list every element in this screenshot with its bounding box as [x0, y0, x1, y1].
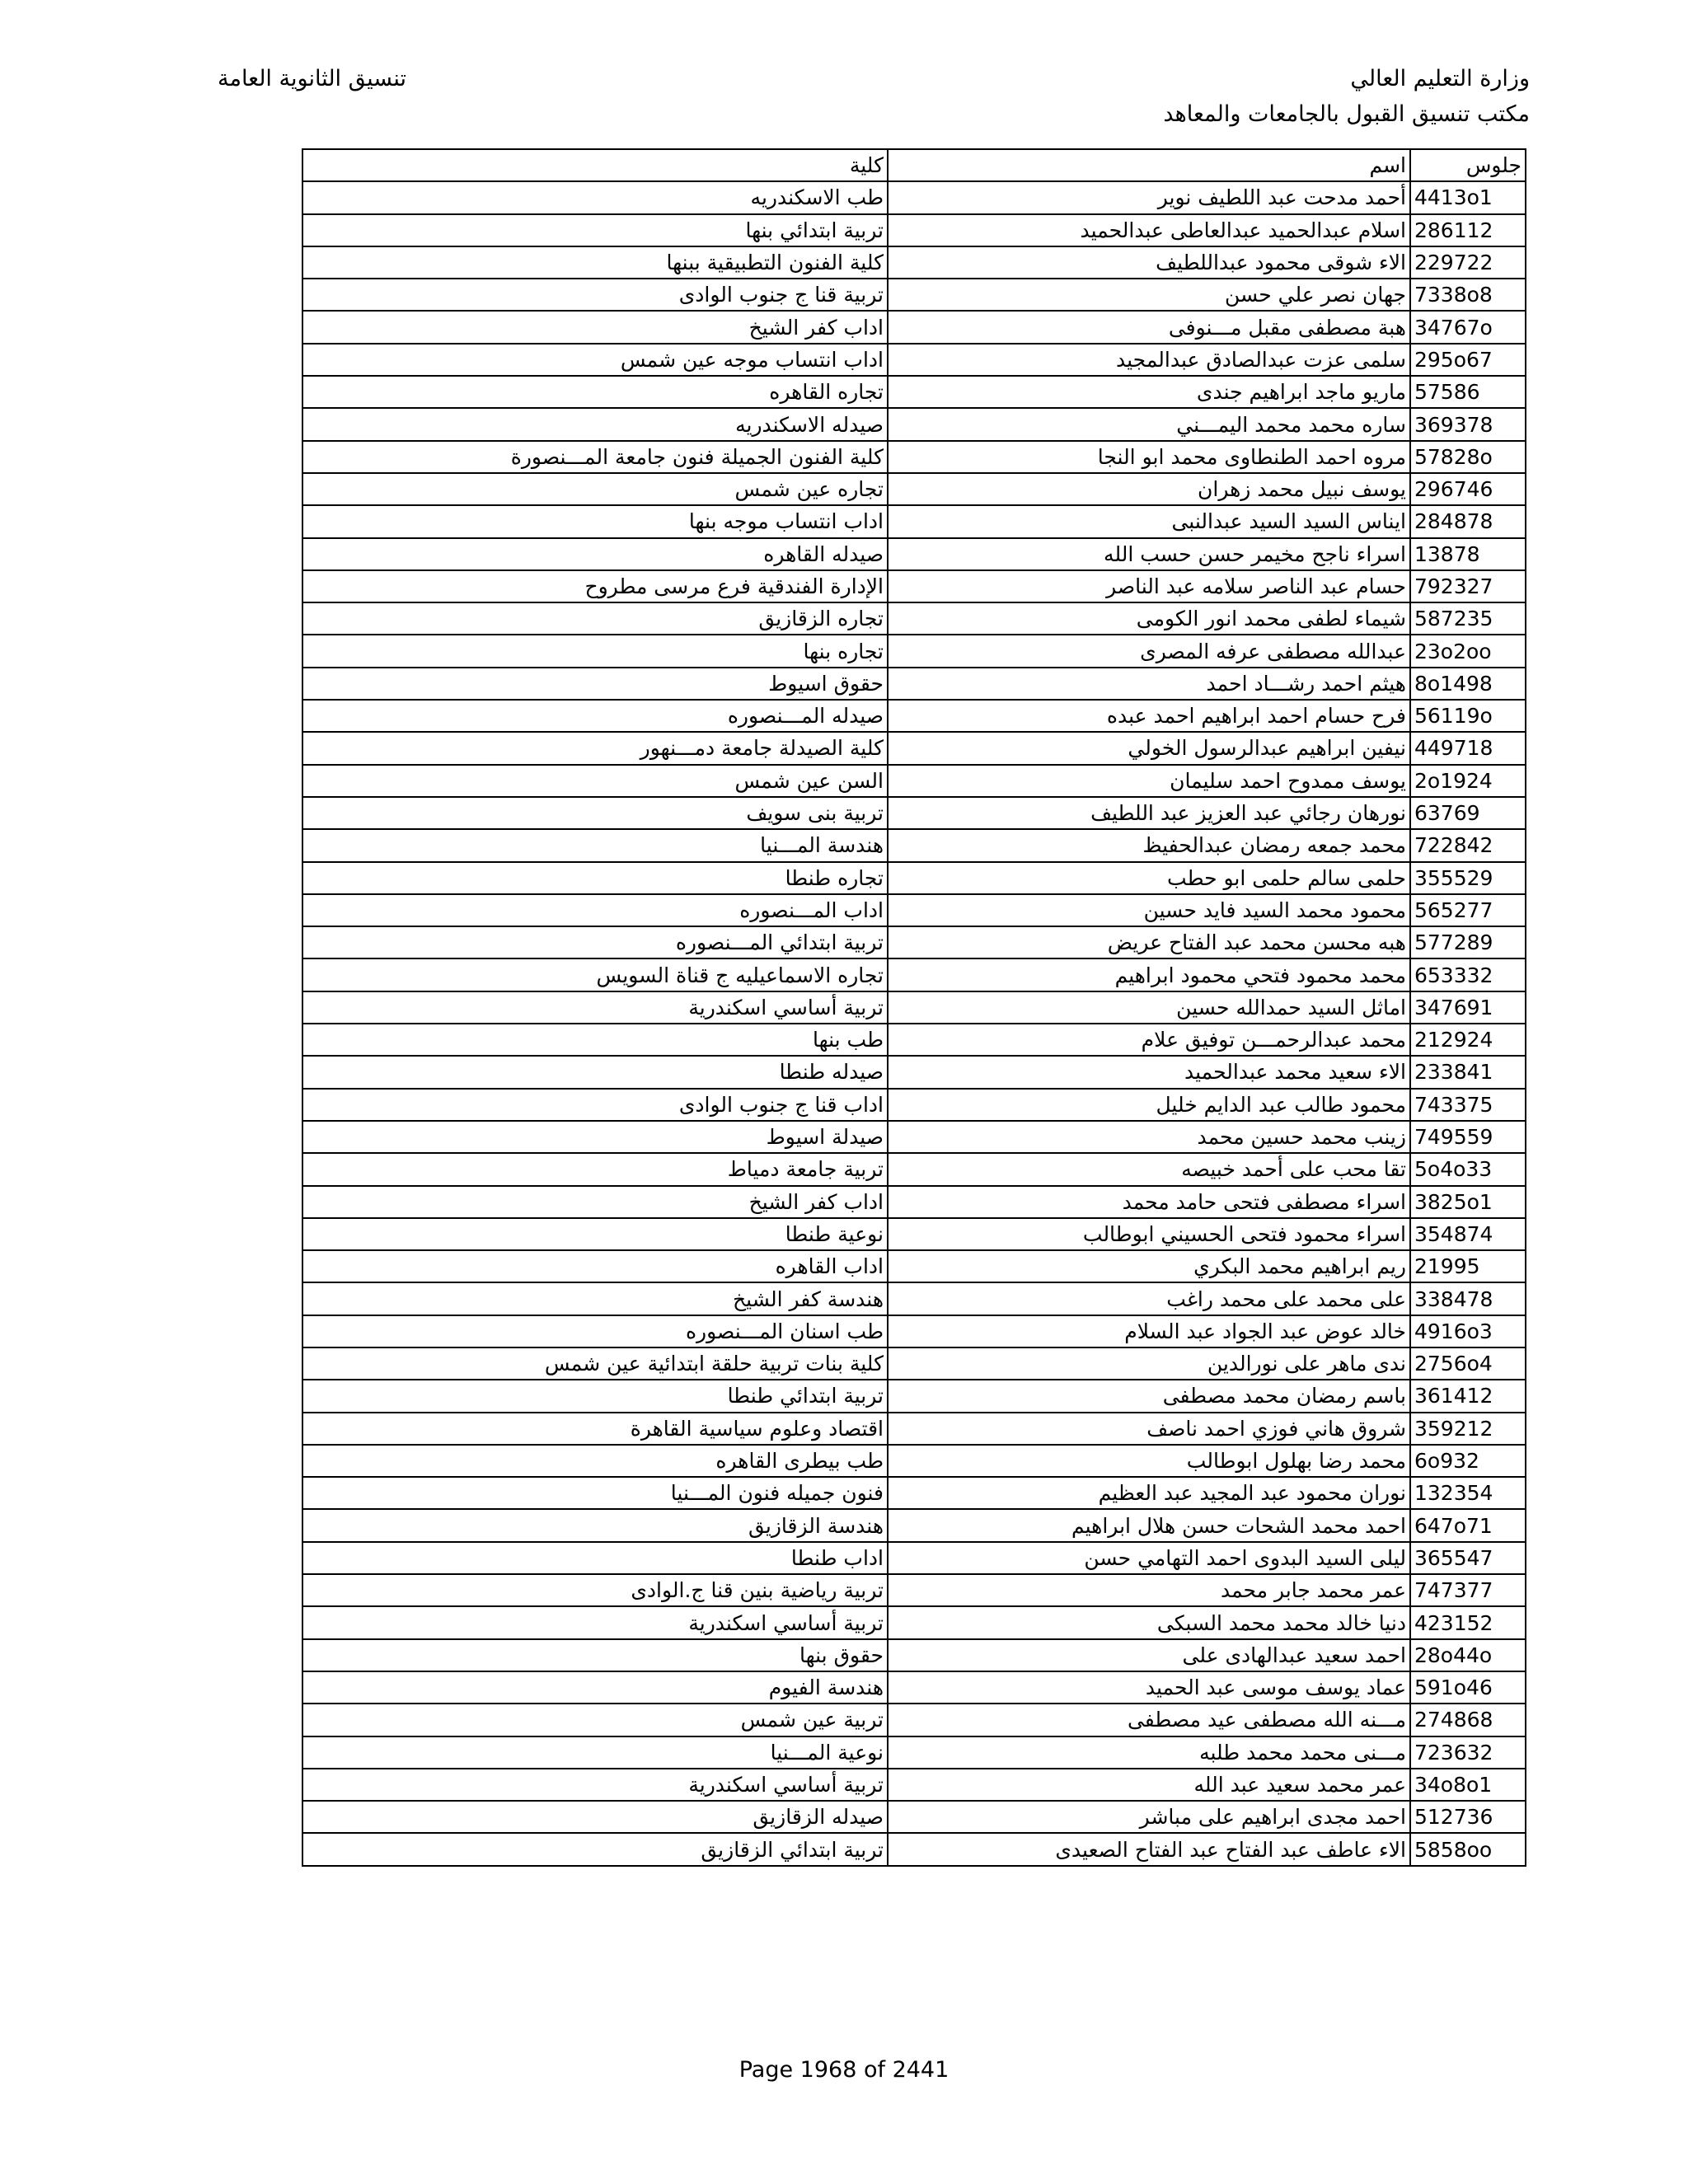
college-cell: طب اسنان المـــنصوره — [302, 1315, 888, 1347]
seat-cell: 34o8o1 — [1410, 1769, 1526, 1801]
seat-cell: 722842 — [1410, 829, 1526, 861]
college-cell: تربية ابتدائي المـــنصوره — [302, 926, 888, 958]
seat-cell: 63769 — [1410, 797, 1526, 829]
office-name: مكتب تنسيق القبول بالجامعات والمعاهد — [1163, 101, 1530, 127]
name-cell: محمد عبدالرحمـــن توفيق علام — [888, 1024, 1410, 1056]
table-row — [302, 1704, 1526, 1736]
name-cell: هبة مصطفى مقبل مـــنوفى — [888, 311, 1410, 343]
name-cell: هبه محسن محمد عبد الفتاح عريض — [888, 926, 1410, 958]
seat-cell: 57586 — [1410, 376, 1526, 408]
name-cell: نوران محمود عبد المجيد عبد العظيم — [888, 1477, 1410, 1509]
column-header-name: اسم — [888, 149, 1410, 181]
table-row — [302, 1380, 1526, 1412]
name-cell: دنيا خالد محمد محمد السبكى — [888, 1606, 1410, 1638]
table-row — [302, 668, 1526, 700]
name-cell: مروه احمد الطنطاوى محمد ابو النجا — [888, 441, 1410, 473]
ministry-name: وزارة التعليم العالي — [1350, 66, 1530, 91]
college-cell: حقوق اسيوط — [302, 668, 888, 700]
college-cell: تربية أساسي اسكندرية — [302, 1769, 888, 1801]
seat-cell: 7338o8 — [1410, 279, 1526, 311]
college-cell: صيدله الاسكندريه — [302, 408, 888, 440]
name-cell: زينب محمد حسين محمد — [888, 1121, 1410, 1153]
results-table-container — [302, 148, 1525, 1867]
table-row — [302, 1509, 1526, 1541]
document-title: تنسيق الثانوية العامة — [218, 66, 407, 91]
seat-cell: 229722 — [1410, 246, 1526, 279]
name-cell: جهان نصر علي حسن — [888, 279, 1410, 311]
name-cell: الاء شوقى محمود عبداللطيف — [888, 246, 1410, 279]
seat-cell: 577289 — [1410, 926, 1526, 958]
name-cell: شروق هاني فوزي احمد ناصف — [888, 1413, 1410, 1445]
table-row — [302, 1606, 1526, 1638]
seat-cell: 6o932 — [1410, 1445, 1526, 1477]
name-cell: شيماء لطفى محمد انور الكومى — [888, 602, 1410, 635]
college-cell: تجاره بنها — [302, 635, 888, 667]
college-cell: تجاره الزقازيق — [302, 602, 888, 635]
college-cell: تجاره عين شمس — [302, 473, 888, 505]
name-cell: يوسف نبيل محمد زهران — [888, 473, 1410, 505]
college-cell: تربية ابتدائي طنطا — [302, 1380, 888, 1412]
seat-cell: 132354 — [1410, 1477, 1526, 1509]
name-cell: اماثل السيد حمدالله حسين — [888, 991, 1410, 1024]
name-cell: محمد جمعه رمضان عبدالحفيظ — [888, 829, 1410, 861]
college-cell: اداب القاهره — [302, 1250, 888, 1282]
college-cell: كلية بنات تربية حلقة ابتدائية عين شمس — [302, 1347, 888, 1380]
college-cell: نوعية طنطا — [302, 1218, 888, 1250]
name-cell: أحمد مدحت عبد اللطيف نوير — [888, 181, 1410, 213]
name-cell: الاء سعيد محمد عبدالحميد — [888, 1056, 1410, 1088]
seat-cell: 653332 — [1410, 958, 1526, 991]
table-row — [302, 214, 1526, 246]
name-cell: ماريو ماجد ابراهيم جندى — [888, 376, 1410, 408]
name-cell: اسراء محمود فتحى الحسيني ابوطالب — [888, 1218, 1410, 1250]
seat-cell: 365547 — [1410, 1542, 1526, 1574]
name-cell: عماد يوسف موسى عبد الحميد — [888, 1671, 1410, 1704]
college-cell: صيدلة اسيوط — [302, 1121, 888, 1153]
college-cell: اداب انتساب موجه بنها — [302, 505, 888, 537]
name-cell: اسلام عبدالحميد عبدالعاطى عبدالحميد — [888, 214, 1410, 246]
name-cell: عمر محمد جابر محمد — [888, 1574, 1410, 1606]
seat-cell: 747377 — [1410, 1574, 1526, 1606]
seat-cell: 4916o3 — [1410, 1315, 1526, 1347]
table-row — [302, 473, 1526, 505]
name-cell: محمد رضا بهلول ابوطالب — [888, 1445, 1410, 1477]
table-row — [302, 958, 1526, 991]
name-cell: مـــنه الله مصطفى عيد مصطفى — [888, 1704, 1410, 1736]
name-cell: ليلى السيد البدوى احمد التهامي حسن — [888, 1542, 1410, 1574]
seat-cell: 647o71 — [1410, 1509, 1526, 1541]
seat-cell: 565277 — [1410, 894, 1526, 926]
seat-cell: 449718 — [1410, 732, 1526, 764]
table-row — [302, 1477, 1526, 1509]
table-row — [302, 1056, 1526, 1088]
table-row — [302, 602, 1526, 635]
name-cell: عبدالله مصطفى عرفه المصرى — [888, 635, 1410, 667]
table-row — [302, 1413, 1526, 1445]
college-cell: طب الاسكندريه — [302, 181, 888, 213]
name-cell: محمود طالب عبد الدايم خليل — [888, 1089, 1410, 1121]
seat-cell: 723632 — [1410, 1736, 1526, 1769]
college-cell: هندسة الزقازيق — [302, 1509, 888, 1541]
college-cell: صيدله الزقازيق — [302, 1801, 888, 1833]
table-row — [302, 1542, 1526, 1574]
table-row — [302, 1639, 1526, 1671]
college-cell: فنون جميله فنون المـــنيا — [302, 1477, 888, 1509]
seat-cell: 295o67 — [1410, 344, 1526, 376]
seat-cell: 23o2oo — [1410, 635, 1526, 667]
college-cell: السن عين شمس — [302, 765, 888, 797]
seat-cell: 354874 — [1410, 1218, 1526, 1250]
college-cell: كلية الفنون الجميلة فنون جامعة المـــنصورة — [302, 441, 888, 473]
seat-cell: 359212 — [1410, 1413, 1526, 1445]
seat-cell: 274868 — [1410, 1704, 1526, 1736]
seat-cell: 56119o — [1410, 700, 1526, 732]
table-row — [302, 538, 1526, 570]
college-cell: هندسة كفر الشيخ — [302, 1282, 888, 1315]
table-row — [302, 1282, 1526, 1315]
table-row — [302, 279, 1526, 311]
seat-cell: 338478 — [1410, 1282, 1526, 1315]
table-row — [302, 311, 1526, 343]
table-body — [302, 181, 1526, 1865]
table-row — [302, 344, 1526, 376]
college-cell: طب بنها — [302, 1024, 888, 1056]
table-row — [302, 1186, 1526, 1218]
table-row — [302, 765, 1526, 797]
table-row — [302, 1736, 1526, 1769]
table-row — [302, 700, 1526, 732]
seat-cell: 28o44o — [1410, 1639, 1526, 1671]
name-cell: ندى ماهر على نورالدين — [888, 1347, 1410, 1380]
table-row — [302, 1121, 1526, 1153]
seat-cell: 361412 — [1410, 1380, 1526, 1412]
table-row — [302, 570, 1526, 602]
seat-cell: 8o1498 — [1410, 668, 1526, 700]
college-cell: تجاره الاسماعيليه ج قناة السويس — [302, 958, 888, 991]
seat-cell: 743375 — [1410, 1089, 1526, 1121]
seat-cell: 3825o1 — [1410, 1186, 1526, 1218]
table-row — [302, 732, 1526, 764]
seat-cell: 591o46 — [1410, 1671, 1526, 1704]
college-cell: تجاره القاهره — [302, 376, 888, 408]
college-cell: اداب المـــنصوره — [302, 894, 888, 926]
name-cell: ريم ابراهيم محمد البكري — [888, 1250, 1410, 1282]
table-row — [302, 635, 1526, 667]
seat-cell: 212924 — [1410, 1024, 1526, 1056]
name-cell: احمد مجدى ابراهيم على مباشر — [888, 1801, 1410, 1833]
table-row — [302, 505, 1526, 537]
seat-cell: 13878 — [1410, 538, 1526, 570]
seat-cell: 749559 — [1410, 1121, 1526, 1153]
table-row — [302, 376, 1526, 408]
seat-cell: 5o4o33 — [1410, 1153, 1526, 1185]
college-cell: اداب طنطا — [302, 1542, 888, 1574]
college-cell: اداب قنا ج جنوب الوادى — [302, 1089, 888, 1121]
table-row — [302, 862, 1526, 894]
column-header-college: كلية — [302, 149, 888, 181]
seat-cell: 21995 — [1410, 1250, 1526, 1282]
college-cell: اداب كفر الشيخ — [302, 1186, 888, 1218]
seat-cell: 286112 — [1410, 214, 1526, 246]
name-cell: على محمد على محمد راغب — [888, 1282, 1410, 1315]
name-cell: ايناس السيد السيد عبدالنبى — [888, 505, 1410, 537]
name-cell: باسم رمضان محمد مصطفى — [888, 1380, 1410, 1412]
table-row — [302, 991, 1526, 1024]
college-cell: تجاره طنطا — [302, 862, 888, 894]
name-cell: فرح حسام احمد ابراهيم احمد عبده — [888, 700, 1410, 732]
seat-cell: 5858oo — [1410, 1833, 1526, 1865]
college-cell: تربية بنى سويف — [302, 797, 888, 829]
table-row — [302, 797, 1526, 829]
college-cell: صيدله المـــنصوره — [302, 700, 888, 732]
name-cell: احمد محمد الشحات حسن هلال ابراهيم — [888, 1509, 1410, 1541]
seat-cell: 233841 — [1410, 1056, 1526, 1088]
name-cell: تقا محب على أحمد خبيصه — [888, 1153, 1410, 1185]
college-cell: نوعية المـــنيا — [302, 1736, 888, 1769]
seat-cell: 369378 — [1410, 408, 1526, 440]
table-row — [302, 1574, 1526, 1606]
table-row — [302, 1769, 1526, 1801]
table-row — [302, 1153, 1526, 1185]
seat-cell: 792327 — [1410, 570, 1526, 602]
table-row — [302, 829, 1526, 861]
table-row — [302, 894, 1526, 926]
ministry-header — [1163, 61, 1530, 132]
seat-cell: 296746 — [1410, 473, 1526, 505]
seat-cell: 34767o — [1410, 311, 1526, 343]
college-cell: هندسة الفيوم — [302, 1671, 888, 1704]
seat-cell: 284878 — [1410, 505, 1526, 537]
table-row — [302, 1315, 1526, 1347]
college-cell: تربية قنا ج جنوب الوادى — [302, 279, 888, 311]
name-cell: سلمى عزت عبدالصادق عبدالمجيد — [888, 344, 1410, 376]
name-cell: ساره محمد محمد اليمـــني — [888, 408, 1410, 440]
college-cell: صيدله القاهره — [302, 538, 888, 570]
name-cell: نيفين ابراهيم عبدالرسول الخولي — [888, 732, 1410, 764]
college-cell: تربية ابتدائي الزقازيق — [302, 1833, 888, 1865]
college-cell: تربية ابتدائي بنها — [302, 214, 888, 246]
table-row — [302, 1089, 1526, 1121]
college-cell: تربية رياضية بنين قنا ج.الوادى — [302, 1574, 888, 1606]
college-cell: اقتصاد وعلوم سياسية القاهرة — [302, 1413, 888, 1445]
college-cell: هندسة المـــنيا — [302, 829, 888, 861]
college-cell: كلية الفنون التطبيقية ببنها — [302, 246, 888, 279]
seat-cell: 587235 — [1410, 602, 1526, 635]
name-cell: محمود محمد السيد فايد حسين — [888, 894, 1410, 926]
results-table — [302, 148, 1526, 1867]
seat-cell: 2o1924 — [1410, 765, 1526, 797]
name-cell: يوسف ممدوح احمد سليمان — [888, 765, 1410, 797]
seat-cell: 57828o — [1410, 441, 1526, 473]
college-cell: اداب انتساب موجه عين شمس — [302, 344, 888, 376]
table-header-row — [302, 149, 1526, 181]
name-cell: حسام عبد الناصر سلامه عبد الناصر — [888, 570, 1410, 602]
name-cell: نورهان رجائي عبد العزيز عبد اللطيف — [888, 797, 1410, 829]
name-cell: اسراء مصطفى فتحى حامد محمد — [888, 1186, 1410, 1218]
name-cell: اسراء ناجح مخيمر حسن حسب الله — [888, 538, 1410, 570]
seat-cell: 2756o4 — [1410, 1347, 1526, 1380]
college-cell: حقوق بنها — [302, 1639, 888, 1671]
table-row — [302, 1833, 1526, 1865]
table-row — [302, 408, 1526, 440]
name-cell: محمد محمود فتحي محمود ابراهيم — [888, 958, 1410, 991]
college-cell: كلية الصيدلة جامعة دمـــنهور — [302, 732, 888, 764]
college-cell: اداب كفر الشيخ — [302, 311, 888, 343]
college-cell: صيدله طنطا — [302, 1056, 888, 1088]
table-row — [302, 181, 1526, 213]
seat-cell: 423152 — [1410, 1606, 1526, 1638]
name-cell: حلمى سالم حلمى ابو حطب — [888, 862, 1410, 894]
college-cell: تربية أساسي اسكندرية — [302, 1606, 888, 1638]
college-cell: طب بيطرى القاهره — [302, 1445, 888, 1477]
page-number: Page 1968 of 2441 — [738, 2057, 950, 2083]
table-row — [302, 1801, 1526, 1833]
name-cell: مـــنى محمد محمد طلبه — [888, 1736, 1410, 1769]
table-row — [302, 1024, 1526, 1056]
table-row — [302, 1347, 1526, 1380]
table-row — [302, 1671, 1526, 1704]
college-cell: تربية أساسي اسكندرية — [302, 991, 888, 1024]
college-cell: الإدارة الفندقية فرع مرسى مطروح — [302, 570, 888, 602]
seat-cell: 355529 — [1410, 862, 1526, 894]
name-cell: هيثم احمد رشـــاد احمد — [888, 668, 1410, 700]
name-cell: احمد سعيد عبدالهادى على — [888, 1639, 1410, 1671]
seat-cell: 512736 — [1410, 1801, 1526, 1833]
seat-cell: 347691 — [1410, 991, 1526, 1024]
name-cell: الاء عاطف عبد الفتاح عبد الفتاح الصعيدى — [888, 1833, 1410, 1865]
table-row — [302, 1250, 1526, 1282]
table-row — [302, 1445, 1526, 1477]
college-cell: تربية عين شمس — [302, 1704, 888, 1736]
table-row — [302, 441, 1526, 473]
column-header-seat: جلوس — [1410, 149, 1526, 181]
name-cell: خالد عوض عبد الجواد عبد السلام — [888, 1315, 1410, 1347]
table-row — [302, 1218, 1526, 1250]
table-row — [302, 246, 1526, 279]
seat-cell: 4413o1 — [1410, 181, 1526, 213]
table-row — [302, 926, 1526, 958]
college-cell: تربية جامعة دمياط — [302, 1153, 888, 1185]
name-cell: عمر محمد سعيد عبد الله — [888, 1769, 1410, 1801]
